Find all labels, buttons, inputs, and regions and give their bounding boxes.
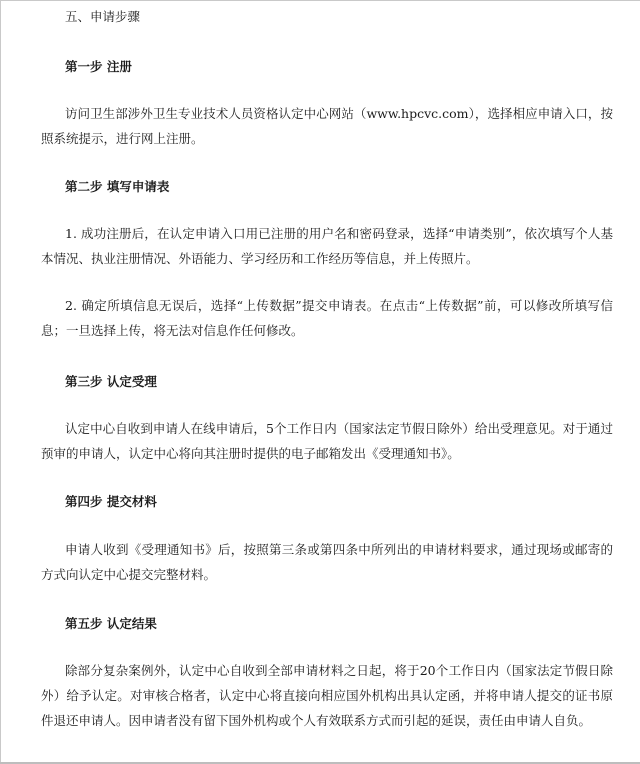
step-4-paragraph-1: 申请人收到《受理通知书》后，按照第三条或第四条中所列出的申请材料要求，通过现场或邮寄的方式向认定中心提交完整材料。 [41,542,613,582]
step-2-paragraph-2: 2. 确定所填信息无误后，选择“上传数据”提交申请表。在点击“上传数据”前，可以修改所填写信息；一旦选择上传，将无法对信息作任何修改。 [41,298,613,338]
step-2-heading: 第二步 填写申请表 [65,179,170,194]
page-frame-left-border [0,0,1,764]
step-1-heading: 第一步 注册 [65,59,132,74]
step-5-heading: 第五步 认定结果 [65,616,157,631]
step-3-heading: 第三步 认定受理 [65,374,157,389]
section-title: 五、申请步骤 [65,9,141,24]
step-4-heading: 第四步 提交材料 [65,494,157,509]
step-2-paragraph-1: 1. 成功注册后，在认定申请入口用已注册的用户名和密码登录，选择“申请类别”，依次填写个人基本情况、执业注册情况、外语能力、学习经历和工作经历等信息，并上传照片。 [41,226,613,266]
step-5-paragraph-1: 除部分复杂案例外，认定中心自收到全部申请材料之日起，将于20个工作日内（国家法定节假日除外）给予认定。对审核合格者，认定中心将直接向相应国外机构出具认定函，并将申请人提交的证书原件退还申请人。因申请者没有留下国外机构或个人有效联系方式而引起的延误，责任由申请人自负。 [41,663,613,728]
page-frame-top-border [0,0,640,1]
step-1-paragraph-1: 访问卫生部涉外卫生专业技术人员资格认定中心网站（www.hpcvc.com），选择相应申请入口，按照系统提示，进行网上注册。 [41,106,613,146]
step-3-paragraph-1: 认定中心自收到申请人在线申请后，5个工作日内（国家法定节假日除外）给出受理意见。对于通过预审的申请人，认定中心将向其注册时提供的电子邮箱发出《受理通知书》。 [41,421,613,461]
